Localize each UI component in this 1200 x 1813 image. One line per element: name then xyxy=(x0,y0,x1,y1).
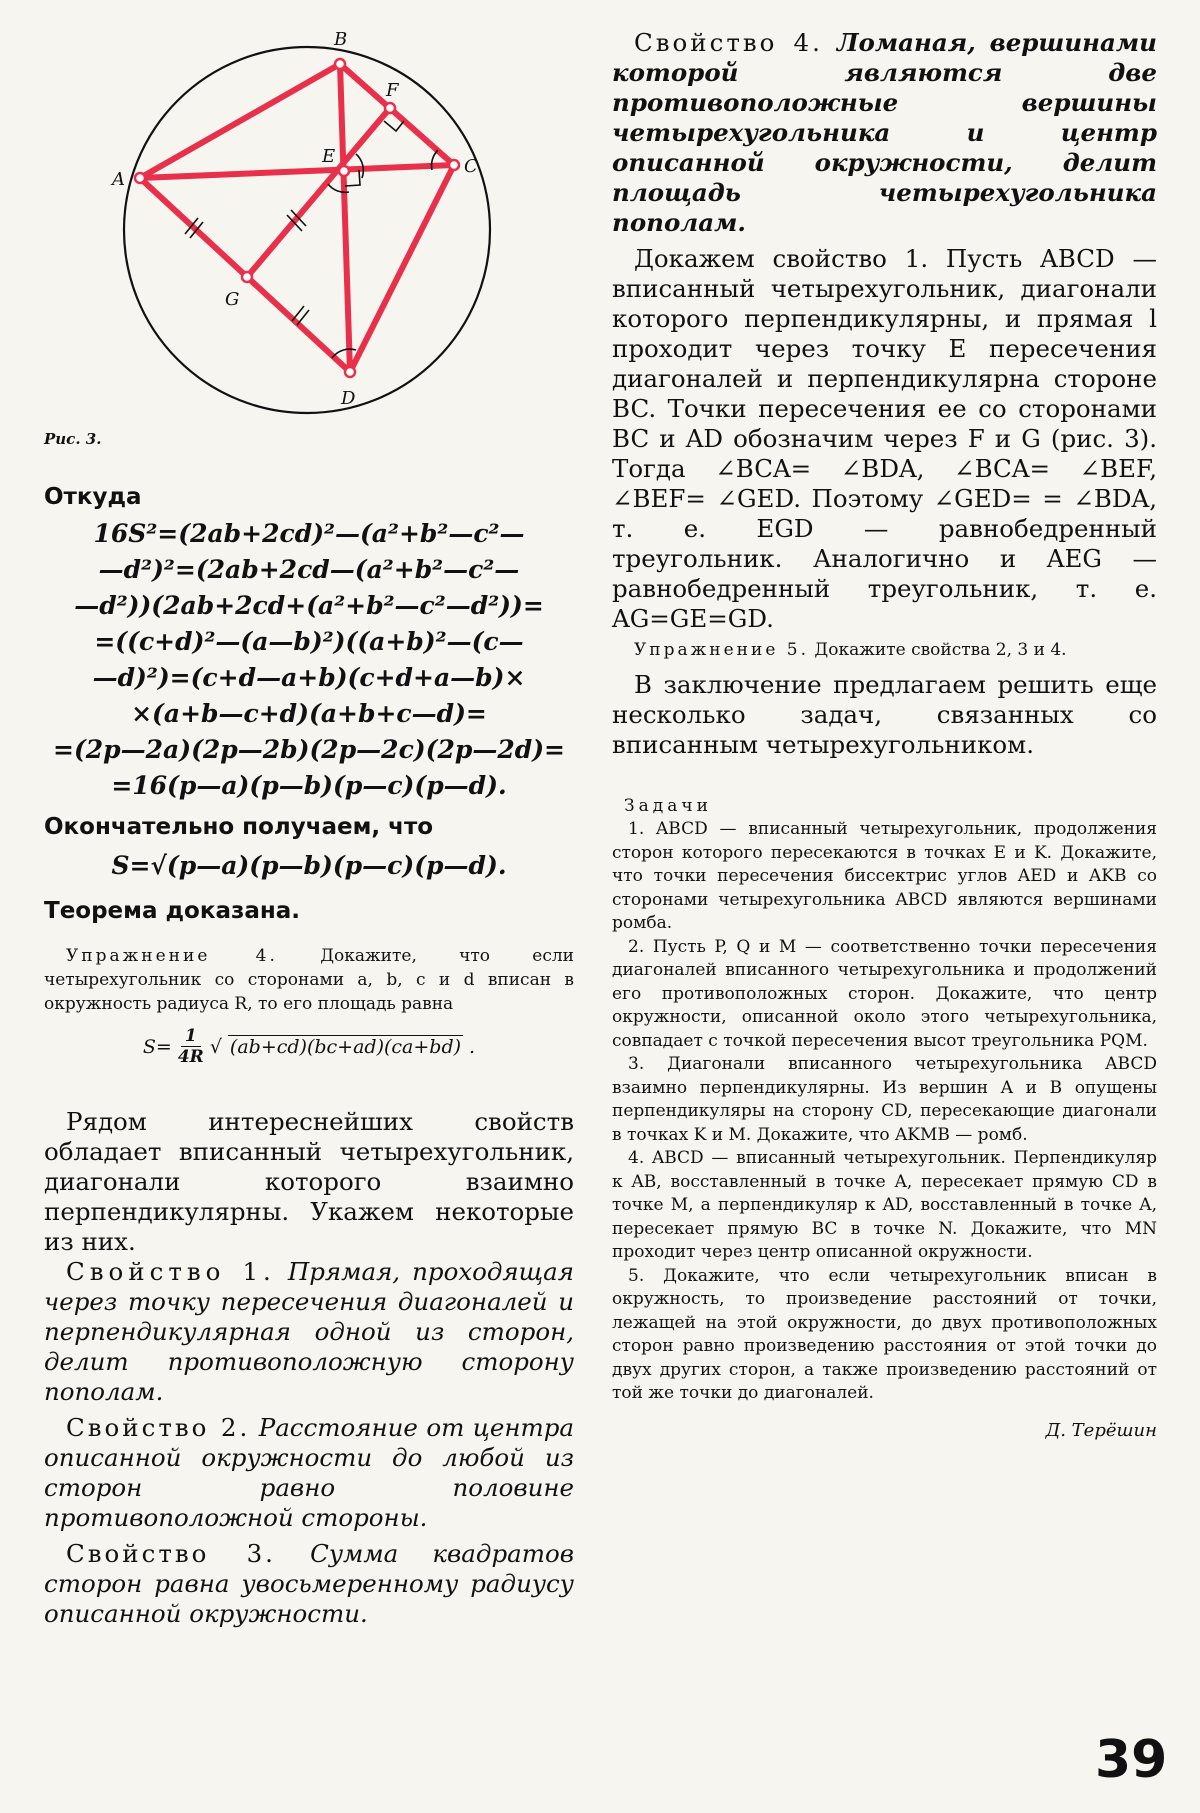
figure-caption: Рис. 3. xyxy=(44,430,102,448)
property-1 xyxy=(44,1257,574,1407)
exercise-4 xyxy=(44,944,574,1016)
fraction xyxy=(178,1026,204,1067)
sqrt-sign: √ xyxy=(209,1035,222,1058)
fraction-denominator: 4R xyxy=(177,1047,204,1067)
label-d: D xyxy=(341,388,356,409)
red-lines xyxy=(140,64,454,372)
sqrt-radicand: (ab+cd)(bc+ad)(ca+bd) xyxy=(229,1036,462,1058)
page-number: 39 xyxy=(1095,1730,1168,1790)
point-c xyxy=(449,160,459,170)
exercise-4-text: Докажите, что если четырехугольник со сторонами a, b, c и d вписан в окружность радиуса R, то его площадь равна xyxy=(44,946,574,1014)
property-1-label: Свойство 1. xyxy=(66,1257,276,1286)
theorem-proved: Теорема доказана. xyxy=(44,898,301,924)
task-item: 3. Диагонали вписанного четырехугольника ABCD взаимно перпендикулярны. Из вершин A и B опущены перпендикуляры на сторону CD, пересекающие диагонали в точках K и M. Докажите, что AKMB — ромб. xyxy=(612,1054,1157,1145)
task-item: 5. Докажите, что если четырехугольник вписан в окружность, то произведение расстояний от точки, лежащей на этой окружности, до двух противоположных сторон равно произведению расстояния от этой точки до двух других сторон, а также произведению расстояний от той же точки до диагоналей. xyxy=(612,1265,1157,1403)
right-angle-f xyxy=(384,121,404,131)
angle-marks xyxy=(185,121,438,358)
otkuda-heading: Откуда xyxy=(44,484,142,510)
author: Д. Терёшин xyxy=(1045,1419,1157,1441)
figure-3 xyxy=(44,20,574,450)
finally-text: Окончательно получаем, что xyxy=(44,814,434,840)
label-b: B xyxy=(334,29,348,50)
property-2-label: Свойство 2. xyxy=(66,1413,251,1442)
point-e xyxy=(339,166,349,176)
property-4-label: Свойство 4. xyxy=(634,28,823,57)
label-a: A xyxy=(112,169,125,190)
formula-line: =(2p—2a)(2p—2b)(2p—2c)(2p—2d)= xyxy=(53,735,565,764)
formula-s: S= xyxy=(142,1035,172,1058)
exercise-5 xyxy=(612,638,1157,662)
point-a xyxy=(135,173,145,183)
exercise-4-formula xyxy=(44,1026,574,1067)
task-item: 4. ABCD — вписанный четырехугольник. Перпендикуляр к AB, восставленный в точке A, пересекает прямую CD в точке M, а перпендикуляр к AD, восставленный в точке A, пересекает прямую BC в точке N. Докажите, что MN проходит через центр описанной окружности. xyxy=(612,1148,1157,1262)
side-cd xyxy=(350,165,454,372)
formula-end: . xyxy=(469,1035,476,1058)
formula-line: —d)²)=(c+d—a+b)(c+d+a—b)× xyxy=(92,663,526,692)
heron-formula: S=√(p—a)(p—b)(p—c)(p—d). xyxy=(111,851,507,880)
left-column xyxy=(44,20,574,1635)
exercise-4-label: Упражнение 4. xyxy=(66,946,278,966)
right-column xyxy=(612,28,1157,1441)
proof-paragraph: Докажем свойство 1. Пусть ABCD — вписанный четырехугольник, диагонали которого перпендикулярны, и прямая l проходит через точку E пересечения диагоналей и перпендикулярна стороне BC. Точки пересечения ее со сторонами BC и AD обозначим через F и G (рис. 3). Тогда ∠BCA= ∠BDA, ∠BCA= ∠BEF, ∠BEF= ∠GED. Поэтому ∠GED= = ∠BDA, т. е. EGD — равнобедренный треугольник. Аналогично и AEG — равнобедренный треугольник, т. е. AG=GE=GD. xyxy=(612,244,1157,633)
formula-line: 16S²=(2ab+2cd)²—(a²+b²—c²— xyxy=(93,519,525,548)
property-3-label: Свойство 3. xyxy=(66,1539,276,1568)
side-ab xyxy=(140,64,340,178)
point-b xyxy=(335,59,345,69)
diagonal-bd xyxy=(340,64,350,372)
intro-paragraph: Рядом интереснейших свойств обладает вписанный четырехугольник, диагонали которого взаимно перпендикулярны. Укажем некоторые из них. xyxy=(44,1107,574,1256)
formula-line: —d²))(2ab+2cd+(a²+b²—c²—d²))= xyxy=(74,591,544,620)
point-d xyxy=(345,367,355,377)
formula-line: =((c+d)²—(a—b)²)((a+b)²—(c— xyxy=(94,627,524,656)
property-3 xyxy=(44,1539,574,1629)
conclusion-paragraph: В заключение предлагаем решить еще несколько задач, связанных со вписанным четырехугольником. xyxy=(612,670,1157,759)
exercise-5-label: Упражнение 5. xyxy=(634,640,810,660)
label-c: C xyxy=(464,156,478,177)
point-f xyxy=(385,103,395,113)
label-f: F xyxy=(386,80,399,101)
area-derivation xyxy=(44,516,574,804)
property-4-text: Ломаная, вершинами которой являются две противоположные вершины четырехугольника и центр описанной окружности, делит площадь четырехугольника пополам. xyxy=(612,28,1157,237)
line-fg xyxy=(247,108,390,277)
tasks-title: Задачи xyxy=(624,796,712,816)
property-2-text: Расстояние от центра описанной окружности до любой из сторон равно половине противоположной стороны. xyxy=(44,1413,574,1532)
property-3-text: Сумма квадратов сторон равна увосьмеренному радиусу описанной окружности. xyxy=(44,1539,574,1628)
exercise-5-text: Докажите свойства 2, 3 и 4. xyxy=(814,640,1067,660)
circumcircle xyxy=(124,47,490,413)
task-item: 2. Пусть P, Q и M — соответственно точки пересечения диагоналей вписанного четырехугольника и продолжений его противоположных сторон. Докажите, что центр окружности, описанной около этого четырехугольника, совпадает с точкой пересечения высот треугольника PQM. xyxy=(612,936,1157,1051)
formula-line: ×(a+b—c+d)(a+b+c—d)= xyxy=(131,699,487,728)
label-e: E xyxy=(322,146,336,167)
property-4 xyxy=(612,28,1157,238)
geometry-diagram xyxy=(44,20,574,430)
property-2 xyxy=(44,1413,574,1533)
diagonal-ac xyxy=(140,165,454,178)
fraction-numerator: 1 xyxy=(181,1026,201,1047)
label-g: G xyxy=(225,289,240,310)
point-g xyxy=(242,272,252,282)
formula-line: =16(p—a)(p—b)(p—c)(p—d). xyxy=(111,771,507,800)
property-1-text: Прямая, проходящая через точку пересечения диагоналей и перпендикулярная одной из сторон, делит противоположную сторону пополам. xyxy=(44,1257,574,1406)
task-item: 1. ABCD — вписанный четырехугольник, продолжения сторон которого пересекаются в точках E и K. Докажите, что точки пересечения биссектрис углов AED и AKB со сторонами четырехугольника ABCD являются вершинами ромба. xyxy=(612,819,1157,933)
formula-line: —d²)²=(2ab+2cd—(a²+b²—c²— xyxy=(98,555,520,584)
